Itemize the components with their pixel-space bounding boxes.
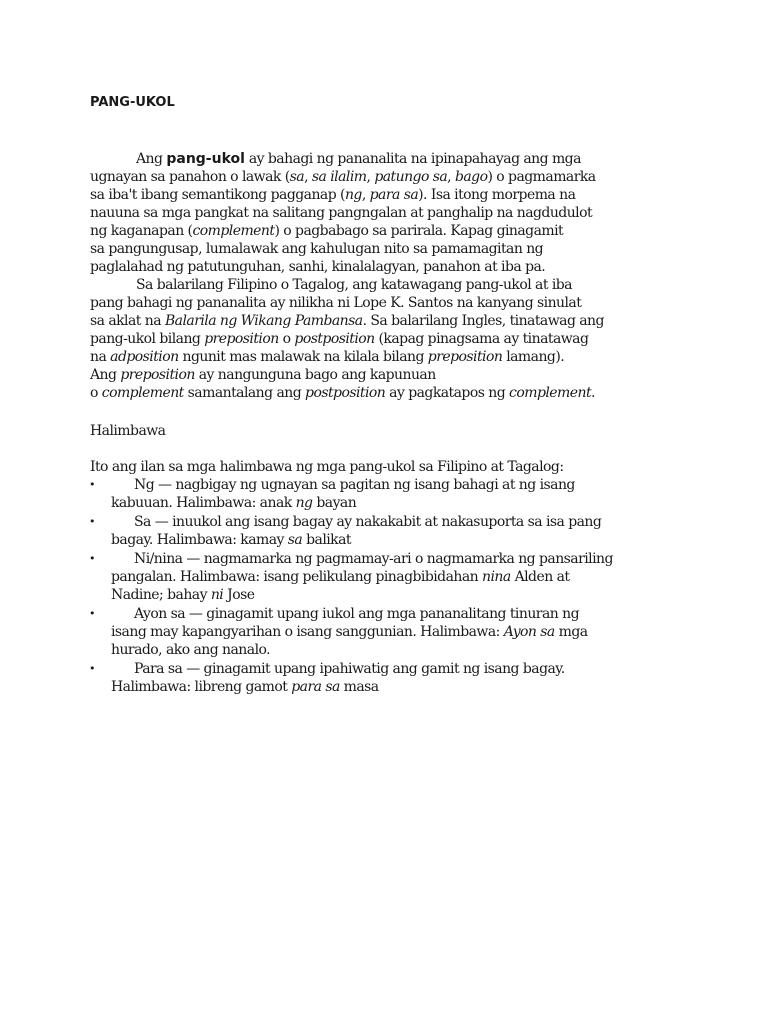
paragraph-line: sa aklat na Balarila ng Wikang Pambansa. Sa balarilang Ingles, tinatawag ang <box>90 313 604 329</box>
list-item-line: Nadine; bahay ni Jose <box>111 587 255 603</box>
paragraph-line: nauuna sa mga pangkat na salitang pangngalan at panghalip na nagdudulot <box>90 205 593 221</box>
paragraph-line: Ang pang-ukol ay bahagi ng pananalita na ipinapahayag ang mga <box>136 151 581 167</box>
list-item-line: Ni/nina — nagmamarka ng pagmamay-ari o nagmamarka ng pansariling <box>134 551 613 567</box>
bullet-marker: • <box>89 515 95 528</box>
list-item-line: Ayon sa — ginagamit upang iukol ang mga pananalitang tinuran ng <box>134 606 579 622</box>
paragraph-line: sa pangungusap, lumalawak ang kahulugan nito sa pamamagitan ng <box>90 241 544 257</box>
bullet-marker: • <box>89 607 95 620</box>
list-item-line: Para sa — ginagamit upang ipahiwatig ang gamit ng isang bagay. <box>134 661 565 677</box>
bullet-marker: • <box>89 478 95 491</box>
bullet-marker: • <box>89 552 95 565</box>
paragraph-line: Ang preposition ay nangunguna bago ang kapunuan <box>90 367 436 383</box>
list-item-line: Halimbawa: libreng gamot para sa masa <box>111 679 379 695</box>
paragraph-line: sa iba't ibang semantikong pagganap (ng, para sa). Isa itong morpema na <box>90 187 576 203</box>
paragraph-line: pang bahagi ng pananalita ay nilikha ni Lope K. Santos na kanyang sinulat <box>90 295 582 311</box>
bullet-marker: • <box>89 662 95 675</box>
paragraph-line: ng kaganapan (complement) o pagbabago sa parirala. Kapag ginagamit <box>90 223 564 239</box>
paragraph-line: paglalahad ng patutunguhan, sanhi, kinalalagyan, panahon at iba pa. <box>90 259 546 275</box>
paragraph-line: o complement samantalang ang postposition ay pagkatapos ng complement. <box>90 385 595 401</box>
list-item-line: isang may kapangyarihan o isang sanggunian. Halimbawa: Ayon sa mga <box>111 624 588 640</box>
list-item-line: bagay. Halimbawa: kamay sa balikat <box>111 532 351 548</box>
halimbawa-heading: Halimbawa <box>90 423 166 439</box>
list-item-line: Ng — nagbigay ng ugnayan sa pagitan ng isang bahagi at ng isang <box>134 477 575 493</box>
examples-intro: Ito ang ilan sa mga halimbawa ng mga pang-ukol sa Filipino at Tagalog: <box>90 459 564 475</box>
list-item-line: pangalan. Halimbawa: isang pelikulang pinagbibidahan nina Alden at <box>111 569 570 585</box>
paragraph-line: na adposition ngunit mas malawak na kilala bilang preposition lamang). <box>90 349 565 365</box>
list-item-line: hurado, ako ang nanalo. <box>111 642 271 658</box>
paragraph-line: ugnayan sa panahon o lawak (sa, sa ilalim, patungo sa, bago) o pagmamarka <box>90 169 596 185</box>
list-item-line: kabuuan. Halimbawa: anak ng bayan <box>111 495 357 511</box>
paragraph-line: Sa balarilang Filipino o Tagalog, ang katawagang pang-ukol at iba <box>136 277 572 293</box>
list-item-line: Sa — inuukol ang isang bagay ay nakakabit at nakasuporta sa isa pang <box>134 514 602 530</box>
paragraph-line: pang-ukol bilang preposition o postposition (kapag pinagsama ay tinatawag <box>90 331 589 347</box>
document-title: PANG-UKOL <box>90 95 175 110</box>
